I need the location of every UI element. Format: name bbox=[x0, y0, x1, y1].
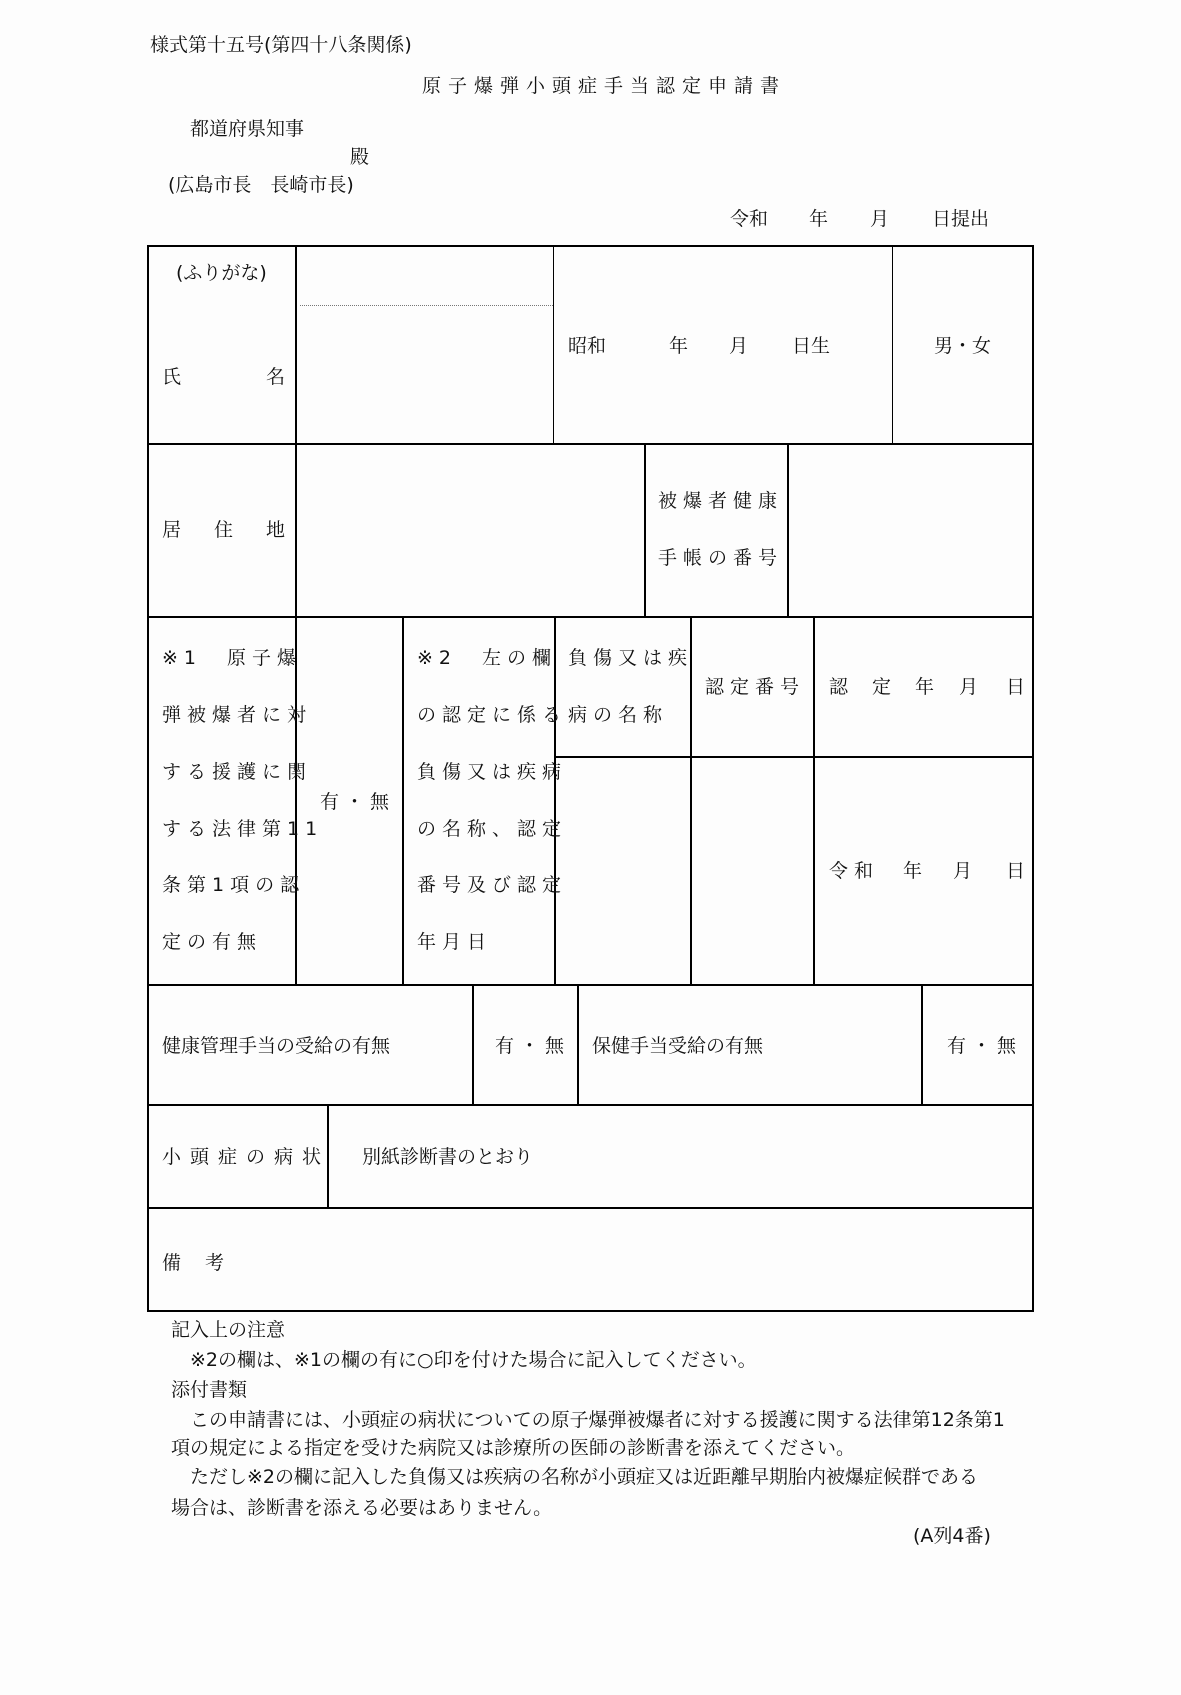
notes-attachments-line: この申請書には、小頭症の病状についての原子爆弾被爆者に対する援護に関する法律第12条第1 bbox=[190, 1409, 1005, 1431]
cert1-label-line: ※1 原子爆 bbox=[162, 647, 303, 669]
cert1-yes-no-selector[interactable]: 有・無 bbox=[320, 791, 396, 813]
addressee-governor: 都道府県知事 bbox=[190, 118, 305, 140]
submission-era: 令和 bbox=[730, 208, 769, 230]
cert1-label-line: する法律第11 bbox=[162, 818, 324, 840]
birth-day-field[interactable]: 日生 bbox=[792, 335, 831, 357]
col-divider bbox=[554, 616, 556, 985]
col-divider bbox=[472, 984, 474, 1105]
remarks-label-second: 考 bbox=[205, 1252, 225, 1274]
health-management-allowance-label: 健康管理手当の受給の有無 bbox=[162, 1035, 391, 1057]
submission-year-field[interactable]: 年 bbox=[809, 208, 829, 230]
furigana-divider bbox=[300, 305, 553, 306]
notes-exception-line: ただし※2の欄に記入した負傷又は疾病の名称が小頭症又は近距離早期胎内被爆症候群である bbox=[190, 1466, 979, 1488]
birth-year-field[interactable]: 年 bbox=[669, 335, 689, 357]
symptoms-label: 小頭症の病状 bbox=[162, 1146, 331, 1168]
cert-date-header-char: 月 bbox=[959, 676, 979, 698]
injury-header-line-2: 病の名称 bbox=[568, 704, 669, 726]
cert-number-input[interactable] bbox=[693, 759, 812, 983]
sex-selector[interactable]: 男・女 bbox=[934, 335, 992, 357]
table-border-top bbox=[147, 245, 1034, 247]
col-divider bbox=[577, 984, 579, 1105]
form-number: 様式第十五号(第四十八条関係) bbox=[150, 34, 412, 56]
page-title: 原子爆弾小頭症手当認定申請書 bbox=[422, 75, 787, 97]
col-divider bbox=[295, 245, 297, 444]
col-divider bbox=[787, 443, 789, 617]
col-divider bbox=[553, 245, 554, 444]
cert-date-day-field[interactable]: 日 bbox=[1006, 860, 1026, 882]
cert-date-header-char: 年 bbox=[915, 676, 935, 698]
notes-heading-attachments: 添付書類 bbox=[171, 1379, 248, 1401]
birth-era: 昭和 bbox=[568, 335, 607, 357]
row-divider bbox=[147, 984, 1034, 986]
cert1-label-line: する援護に関 bbox=[162, 761, 313, 783]
handbook-label-2: 手帳の番号 bbox=[658, 547, 784, 569]
row-divider bbox=[147, 1104, 1034, 1106]
col-divider bbox=[295, 616, 297, 985]
row-divider bbox=[147, 616, 1034, 618]
residence-label-1: 居 bbox=[162, 519, 182, 541]
injury-name-input[interactable] bbox=[557, 759, 689, 983]
handbook-number-input[interactable] bbox=[790, 446, 1031, 615]
notes-attachments-line: 項の規定による指定を受けた病院又は診療所の医師の診断書を添えてください。 bbox=[171, 1437, 856, 1459]
cert1-label-line: 定の有無 bbox=[162, 931, 263, 953]
cert1-label-line: 弾被爆者に対 bbox=[162, 704, 313, 726]
cert2-label-line: 年月日 bbox=[417, 931, 493, 953]
injury-header-line-1: 負傷又は疾 bbox=[568, 647, 694, 669]
residence-label-2: 住 bbox=[214, 519, 234, 541]
cert2-label-line: の認定に係る bbox=[417, 704, 568, 726]
submission-day-field[interactable]: 日提出 bbox=[932, 208, 990, 230]
name-label-first: 氏 bbox=[162, 366, 182, 388]
handbook-label-1: 被爆者健康 bbox=[658, 490, 784, 512]
table-border-right bbox=[1032, 245, 1034, 1312]
col-divider bbox=[690, 616, 692, 985]
submission-month-field[interactable]: 月 bbox=[870, 208, 890, 230]
cert2-label-line: 番号及び認定 bbox=[417, 874, 568, 896]
cert-date-header-char: 定 bbox=[872, 676, 892, 698]
furigana-label: (ふりがな) bbox=[176, 262, 267, 284]
name-label-second: 名 bbox=[266, 366, 286, 388]
cert-date-header-char: 認 bbox=[829, 676, 849, 698]
cert-date-header-char: 日 bbox=[1006, 676, 1026, 698]
cert-date-era: 令和 bbox=[829, 860, 880, 882]
col-divider bbox=[892, 245, 893, 444]
health-allowance-label: 保健手当受給の有無 bbox=[592, 1035, 764, 1057]
cert1-label-line: 条第1項の認 bbox=[162, 874, 306, 896]
remarks-input[interactable] bbox=[250, 1210, 1030, 1309]
col-divider bbox=[813, 616, 815, 985]
col-divider bbox=[921, 984, 923, 1105]
furigana-input[interactable] bbox=[298, 248, 552, 304]
remarks-label-first: 備 bbox=[162, 1252, 182, 1274]
name-input[interactable] bbox=[298, 307, 552, 441]
cert-date-year-field[interactable]: 年 bbox=[903, 860, 923, 882]
row-divider bbox=[554, 756, 1034, 758]
residence-label-3: 地 bbox=[266, 519, 286, 541]
health-management-yes-no-selector[interactable]: 有・無 bbox=[495, 1035, 571, 1057]
symptoms-value: 別紙診断書のとおり bbox=[362, 1146, 534, 1168]
col-divider bbox=[644, 443, 646, 617]
honorific: 殿 bbox=[350, 146, 370, 168]
notes-heading-entry: 記入上の注意 bbox=[171, 1319, 286, 1341]
residence-input[interactable] bbox=[298, 446, 643, 615]
health-allowance-yes-no-selector[interactable]: 有・無 bbox=[947, 1035, 1023, 1057]
birth-month-field[interactable]: 月 bbox=[729, 335, 749, 357]
cert-date-month-field[interactable]: 月 bbox=[953, 860, 973, 882]
cert-number-header: 認定番号 bbox=[705, 676, 806, 698]
notes-exception-line: 場合は、診断書を添える必要はありません。 bbox=[171, 1497, 553, 1519]
col-divider bbox=[402, 616, 404, 985]
table-border-left bbox=[147, 245, 149, 1312]
notes-entry-line: ※2の欄は、※1の欄の有に○印を付けた場合に記入してください。 bbox=[190, 1349, 757, 1371]
col-divider bbox=[295, 443, 297, 617]
cert2-label-line: 負傷又は疾病 bbox=[417, 761, 568, 783]
paper-size-label: (A列4番) bbox=[913, 1525, 991, 1547]
table-border-bottom bbox=[147, 1310, 1034, 1312]
row-divider bbox=[147, 1207, 1034, 1209]
cert2-label-line: ※2 左の欄 bbox=[417, 647, 558, 669]
cert2-label-line: の名称、認定 bbox=[417, 818, 568, 840]
row-divider bbox=[147, 443, 1034, 445]
addressee-mayors: (広島市長 長崎市長) bbox=[168, 174, 354, 196]
